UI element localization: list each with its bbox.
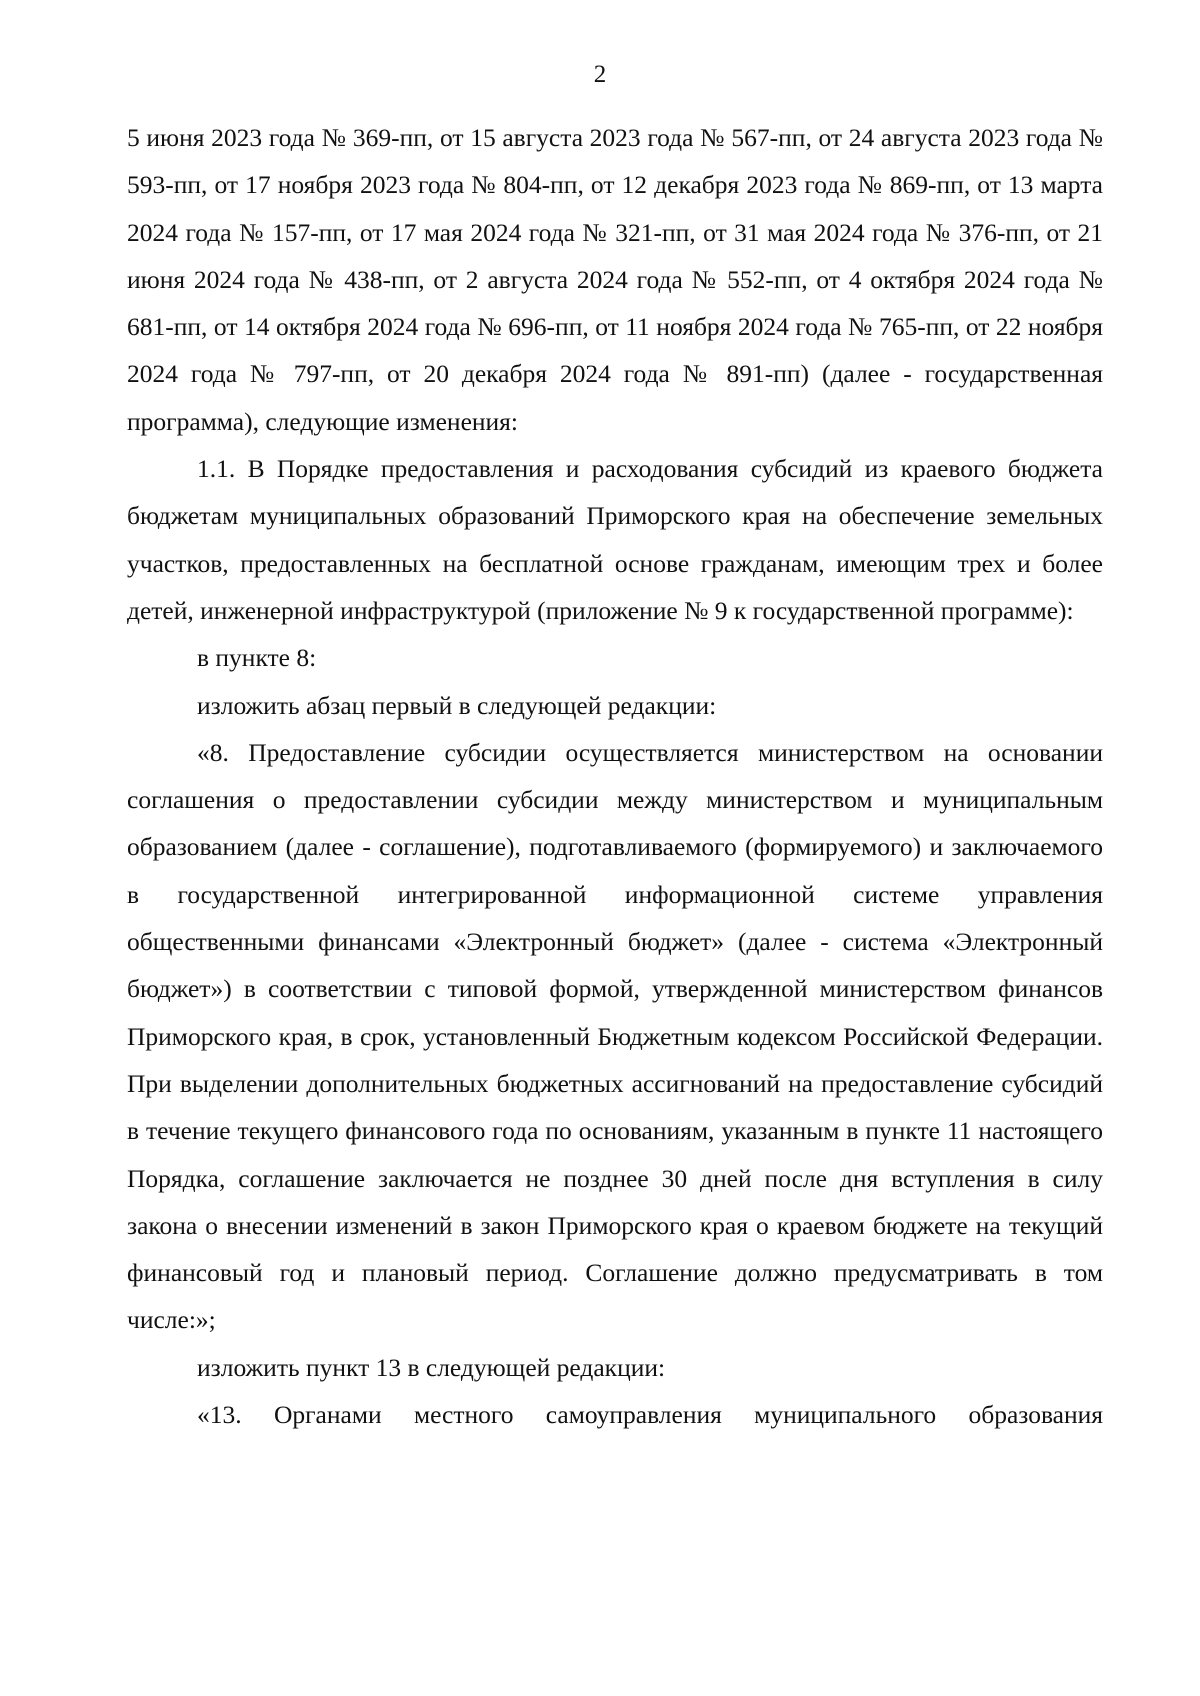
paragraph-point-8-text: «8. Предоставление субсидии осуществляется министерством на основании соглашения о предоставлении субсидии между министерством и муниципальным образованием (далее - соглашение), подготавливаемого (формируемого) и заключаемого в государственной интегрированной информационной системе управления общественными финансами «Электронный бюджет» (далее - система «Электронный бюджет») в соответствии с типовой формой, утвержденной министерством финансов Приморского края, в срок, установленный Бюджетным кодексом Российской Федерации. При выделении дополнительных бюджетных ассигнований на предоставление субсидий в течение текущего финансового года по основаниям, указанным в пункте 11 настоящего Порядка, соглашение заключается не позднее 30 дней после дня вступления в силу закона о внесении изменений в закон Приморского края о краевом бюджете на текущий финансовый год и плановый период. Соглашение должно предусматривать в том числе:»; xyxy=(127,737,1103,1335)
paragraph-first-abzac-instruction: изложить абзац первый в следующей редакции: xyxy=(197,690,717,720)
paragraph-clause-1-1: 1.1. В Порядке предоставления и расходования субсидий из краевого бюджета бюджетам муниципальных образований Приморского края на обеспечение земельных участков, предоставленных на бесплатной основе гражданам, имеющим трех и более детей, инженерной инфраструктурой (приложение № 9 к государственной программе): xyxy=(127,454,1103,625)
paragraph-point-13-text: «13. Органами местного самоуправления муниципального образования xyxy=(197,1400,1103,1430)
paragraph-amendments-list: 5 июня 2023 года № 369-пп, от 15 августа 2023 года № 567-пп, от 24 августа 2023 года № 593-пп, от 17 ноября 2023 года № 804-пп, от 12 декабря 2023 года № 869-пп, от 13 марта 2024 года № 157-пп, от 17 мая 2024 года № 321-пп, от 31 мая 2024 года № 376-пп, от 21 июня 2024 года № 438-пп, от 2 августа 2024 года № 552-пп, от 4 октября 2024 года № 681-пп, от 14 октября 2024 года № 696-пп, от 11 ноября 2024 года № 765-пп, от 22 ноября 2024 года № 797-пп, от 20 декабря 2024 года № 891-пп) (далее - государственная программа), следующие изменения: xyxy=(127,123,1103,436)
page-number: 2 xyxy=(593,61,607,88)
paragraph-point-13-instruction: изложить пункт 13 в следующей редакции: xyxy=(197,1352,666,1382)
document-body xyxy=(127,114,1103,1438)
paragraph-in-point-8: в пункте 8: xyxy=(197,643,317,673)
